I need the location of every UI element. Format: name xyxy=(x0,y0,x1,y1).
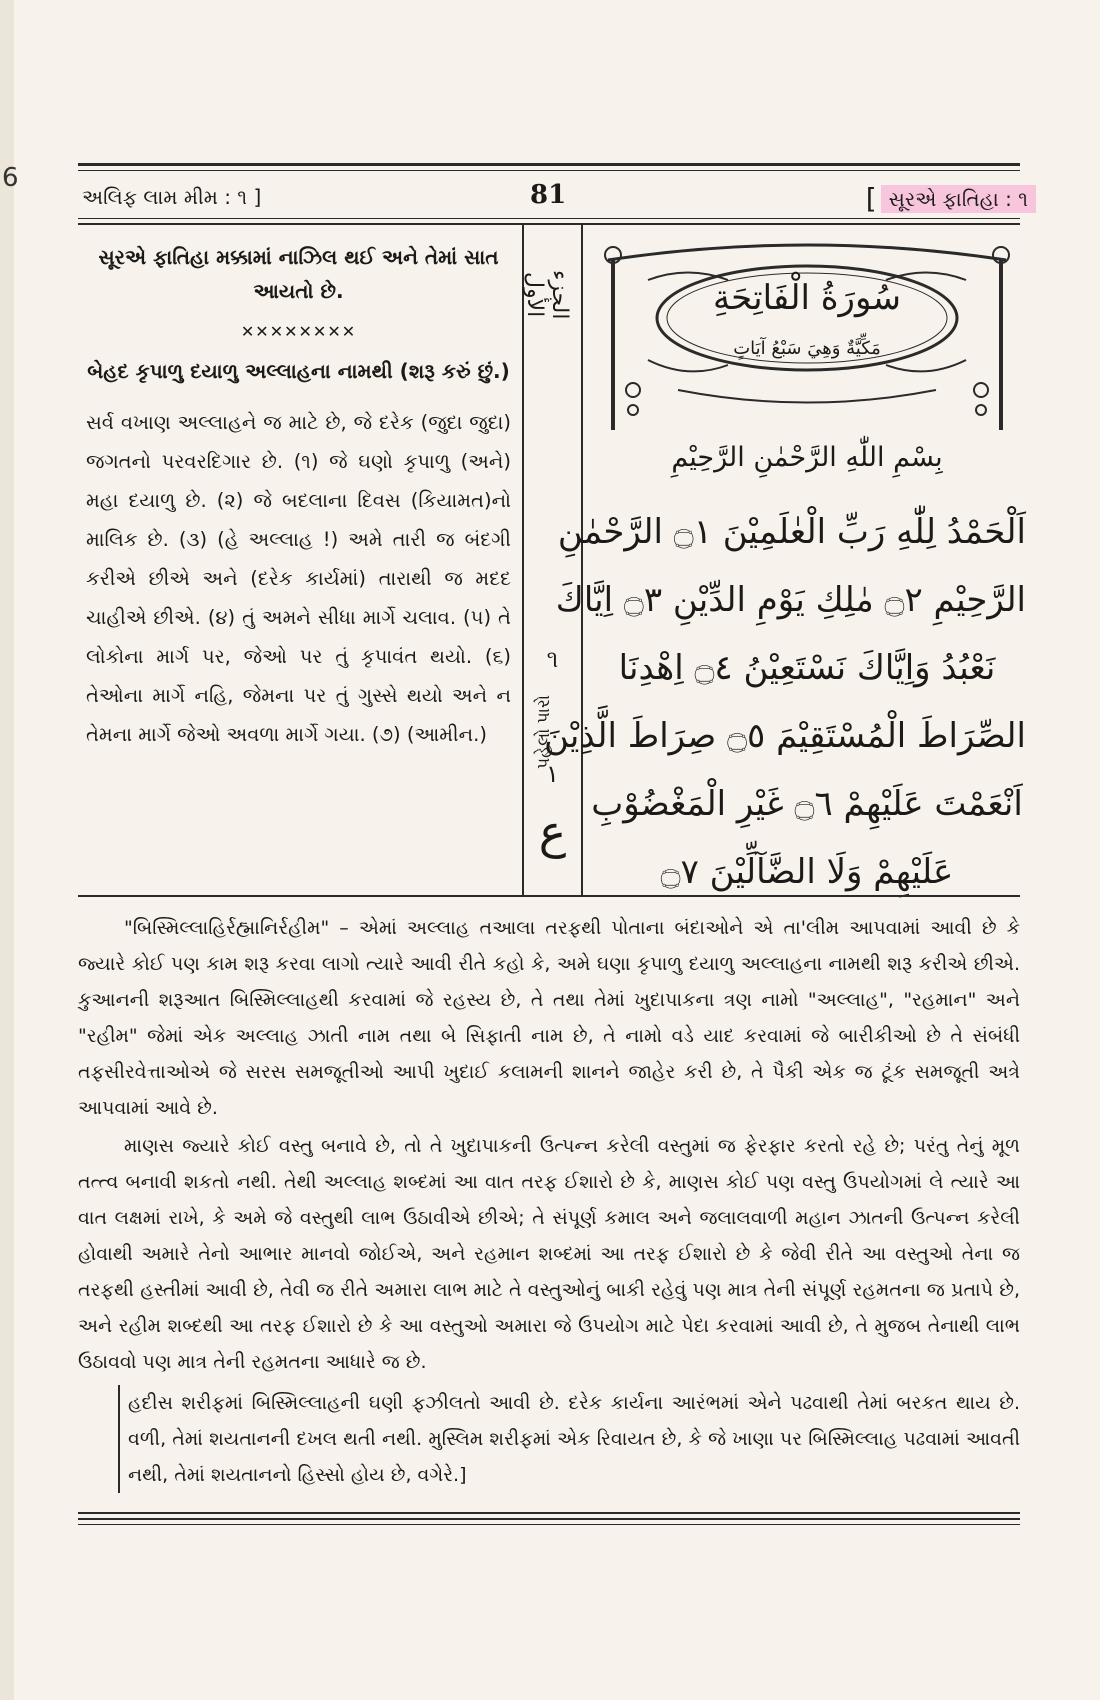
ornament-divider: ✕✕✕✕✕✕✕✕ xyxy=(240,322,357,341)
section-rule xyxy=(78,895,1020,897)
translation-column xyxy=(86,240,511,754)
commentary-paragraph-2: માણસ જ્યારે કોઈ વસ્તુ બનાવે છે, તો તે ખુદાપાકની ઉત્પન્ન કરેલી વસ્તુમાં જ ફેરફાર કરતો રહે છે; પરંતુ તેનું મૂળ તત્ત્વ બનાવી શકતો નથી. તેથી અલ્લાહ શબ્દમાં આ વાત તરફ ઈશારો છે કે, માણસ કોઈ પણ વસ્તુ ઉપયોગમાં લે ત્યારે આ વાત લક્ષમાં રાખે, કે અમે જે વસ્તુથી લાભ ઉઠાવીએ છીએ; તે સંપૂર્ણ કમાલ અને જલાલવાળી મહાન ઝાતની ઉત્પન્ન કરેલી હોવાથી અમારે તેનો આભાર માનવો જોઈએ, અને રહમાન શબ્દમાં આ તરફ ઈશારો છે કે જેવી રીતે આ વસ્તુઓ તેના જ તરફથી હસ્તીમાં આવી છે, તેવી જ રીતે અમારા લાભ માટે તે વસ્તુઓનું બાકી રહેવું પણ માત્ર તેની સંપૂર્ણ રહમતના જ પ્રતાપે છે, અને રહીમ શબ્દથી આ તરફ ઈશારો છે કે આ વસ્તુઓ અમારા જે ઉપયોગ માટે પેદા કરવામાં આવી છે, તે મુજબ તેનાથી લાભ ઉઠાવવો પણ માત્ર તેની રહમતના આધારે જ છે. xyxy=(78,1135,1020,1373)
surah-title-arabic: سُورَةُ الْفَاتِحَةِ xyxy=(712,278,902,318)
bottom-rule xyxy=(78,1512,1020,1514)
bismillah-arabic: بِسْمِ اللّٰهِ الرَّحْمٰنِ الرَّحِيْمِ xyxy=(671,442,943,473)
ayat-line: عَلَيْهِمْ وَلَا الضَّآلِّيْنَ ۝٧ xyxy=(660,852,954,892)
header-right-surah xyxy=(866,182,1036,215)
commentary-paragraph-1: "બિસ્મિલ્લાહિર્રહ્માનિર્રહીમ" – એમાં અલ્લાહ તઆલા તરફથી પોતાના બંદાઓને એ તા'લીમ આપવામાં આવી છે કે જ્યારે કોઈ પણ કામ શરૂ કરવા લાગો ત્યારે આવી રીતે કહો કે, અમે ઘણા કૃપાળુ દયાળુ અલ્લાહના નામથી શરૂ કરીએ છીએ. કુઆનની શરૂઆત બિસ્મિલ્લાહથી કરવામાં જે રહસ્ય છે, તે તથા તેમાં ખુદાપાકના ત્રણ નામો "અલ્લાહ", "રહમાન" અને "રહીમ" જેમાં એક અલ્લાહ ઝાતી નામ તથા બે સિફાતી નામ છે, તે નામો વડે યાદ કરવામાં જે બારીકીઓ છે તે સંબંધી તફસીરવેત્તાઓએ જે સરસ સમજૂતીઓ આપી ખુદાઈ કલામની શાનને જાહેર કરી છે, તે પૈકી એક જ ટૂંક સમજૂતી અત્રે આપવામાં આવે છે. xyxy=(78,917,1020,1119)
header-rule xyxy=(78,218,1020,219)
top-rule xyxy=(78,163,1020,166)
page-edge xyxy=(0,0,14,1700)
header-left-juz: અલિફ લામ મીમ : ૧ ] xyxy=(82,185,262,209)
ayat-line: نَعْبُدُ وَاِيَّاكَ نَسْتَعِيْنُ ۝٤ اِهْدِنَا xyxy=(618,648,996,688)
para-label: પહેલો પારો xyxy=(534,695,554,769)
juz-arabic-label: الجزء الأول xyxy=(522,270,572,320)
page-number: 81 xyxy=(530,180,567,210)
top-rule-thin xyxy=(78,170,1020,171)
header-bracket: [ xyxy=(865,182,877,215)
ayat-line: اَلْحَمْدُ لِلّٰهِ رَبِّ الْعٰلَمِيْنَ ۝١ الرَّحْمٰنِ xyxy=(557,512,1026,552)
bismillah-gujarati: બેહદ કૃપાળુ દયાળુ અલ્લાહના નામથી (શરૂ કરું છું.) xyxy=(87,359,510,383)
bottom-rule-2 xyxy=(78,1518,1020,1520)
ruku-ain-mark: ع xyxy=(538,805,567,859)
ayat-line: الرَّحِيْمِ ۝٢ مٰلِكِ يَوْمِ الدِّيْنِ ۝٣ اِيَّاكَ xyxy=(555,580,1026,620)
surah-intro: સૂરએ ફાતિહા મક્કામાં નાઝિલ થઈ અને તેમાં સાત આયતો છે. xyxy=(98,245,499,303)
surah-highlight: સૂરએ ફાતિહા : ૧ xyxy=(881,185,1036,213)
para-number: ૧ xyxy=(546,645,559,673)
ruku-number: ١ xyxy=(546,760,559,788)
commentary-paragraph-3 xyxy=(78,1385,1020,1493)
surah-subtitle-arabic: مَكِّيَّةٌ وَهِيَ سَبْعُ آيَاتٍ xyxy=(733,338,881,359)
bottom-rule-thin xyxy=(78,1524,1020,1525)
ayat-line: اَنْعَمْتَ عَلَيْهِمْ ۝٦ غَيْرِ الْمَغْضُوْبِ xyxy=(591,784,1023,824)
edge-mark: 6 xyxy=(2,163,19,193)
ayat-line: الصِّرَاطَ الْمُسْتَقِيْمَ ۝٥ صِرَاطَ الَّذِيْنَ xyxy=(543,716,1026,756)
hadith-note: હદીસ શરીફમાં બિસ્મિલ્લાહની ઘણી ફઝીલતો આવી છે. દરેક કાર્યના આરંભમાં એને પઢવાથી તેમાં બરકત થાય છે. વળી, તેમાં શયતાનની દખલ થતી નથી. મુસ્લિમ શરીફમાં એક રિવાયત છે, કે જે ખાણા પર બિસ્મિલ્લાહ પઢવામાં આવતી નથી, તેમાં શયતાનનો હિસ્સો હોય છે, વગેરે.] xyxy=(118,1385,1020,1493)
translation-text: સર્વ વખાણ અલ્લાહને જ માટે છે, જે દરેક (જુદા જુદા) જગતનો પરવરદિગાર છે. (૧) જે ઘણો કૃપાળુ (અને) મહા દયાળુ છે. (૨) જે બદલાના દિવસ (કિયામત)નો માલિક છે. (૩) (હે અલ્લાહ !) અમે તારી જ બંદગી કરીએ છીએ અને (દરેક કાર્યમાં) તારાથી જ મદદ ચાહીએ છીએ. (૪) તું અમને સીધા માર્ગે ચલાવ. (૫) તે લોકોના માર્ગ પર, જેઓ પર તું કૃપાવંત થયો. (૬) તેઓના માર્ગે નહિ, જેમના પર તું ગુસ્સે થયો અને ન તેમના માર્ગે જેઓ અવળા માર્ગે ગયા. (૭) (આમીન.) xyxy=(86,411,511,746)
